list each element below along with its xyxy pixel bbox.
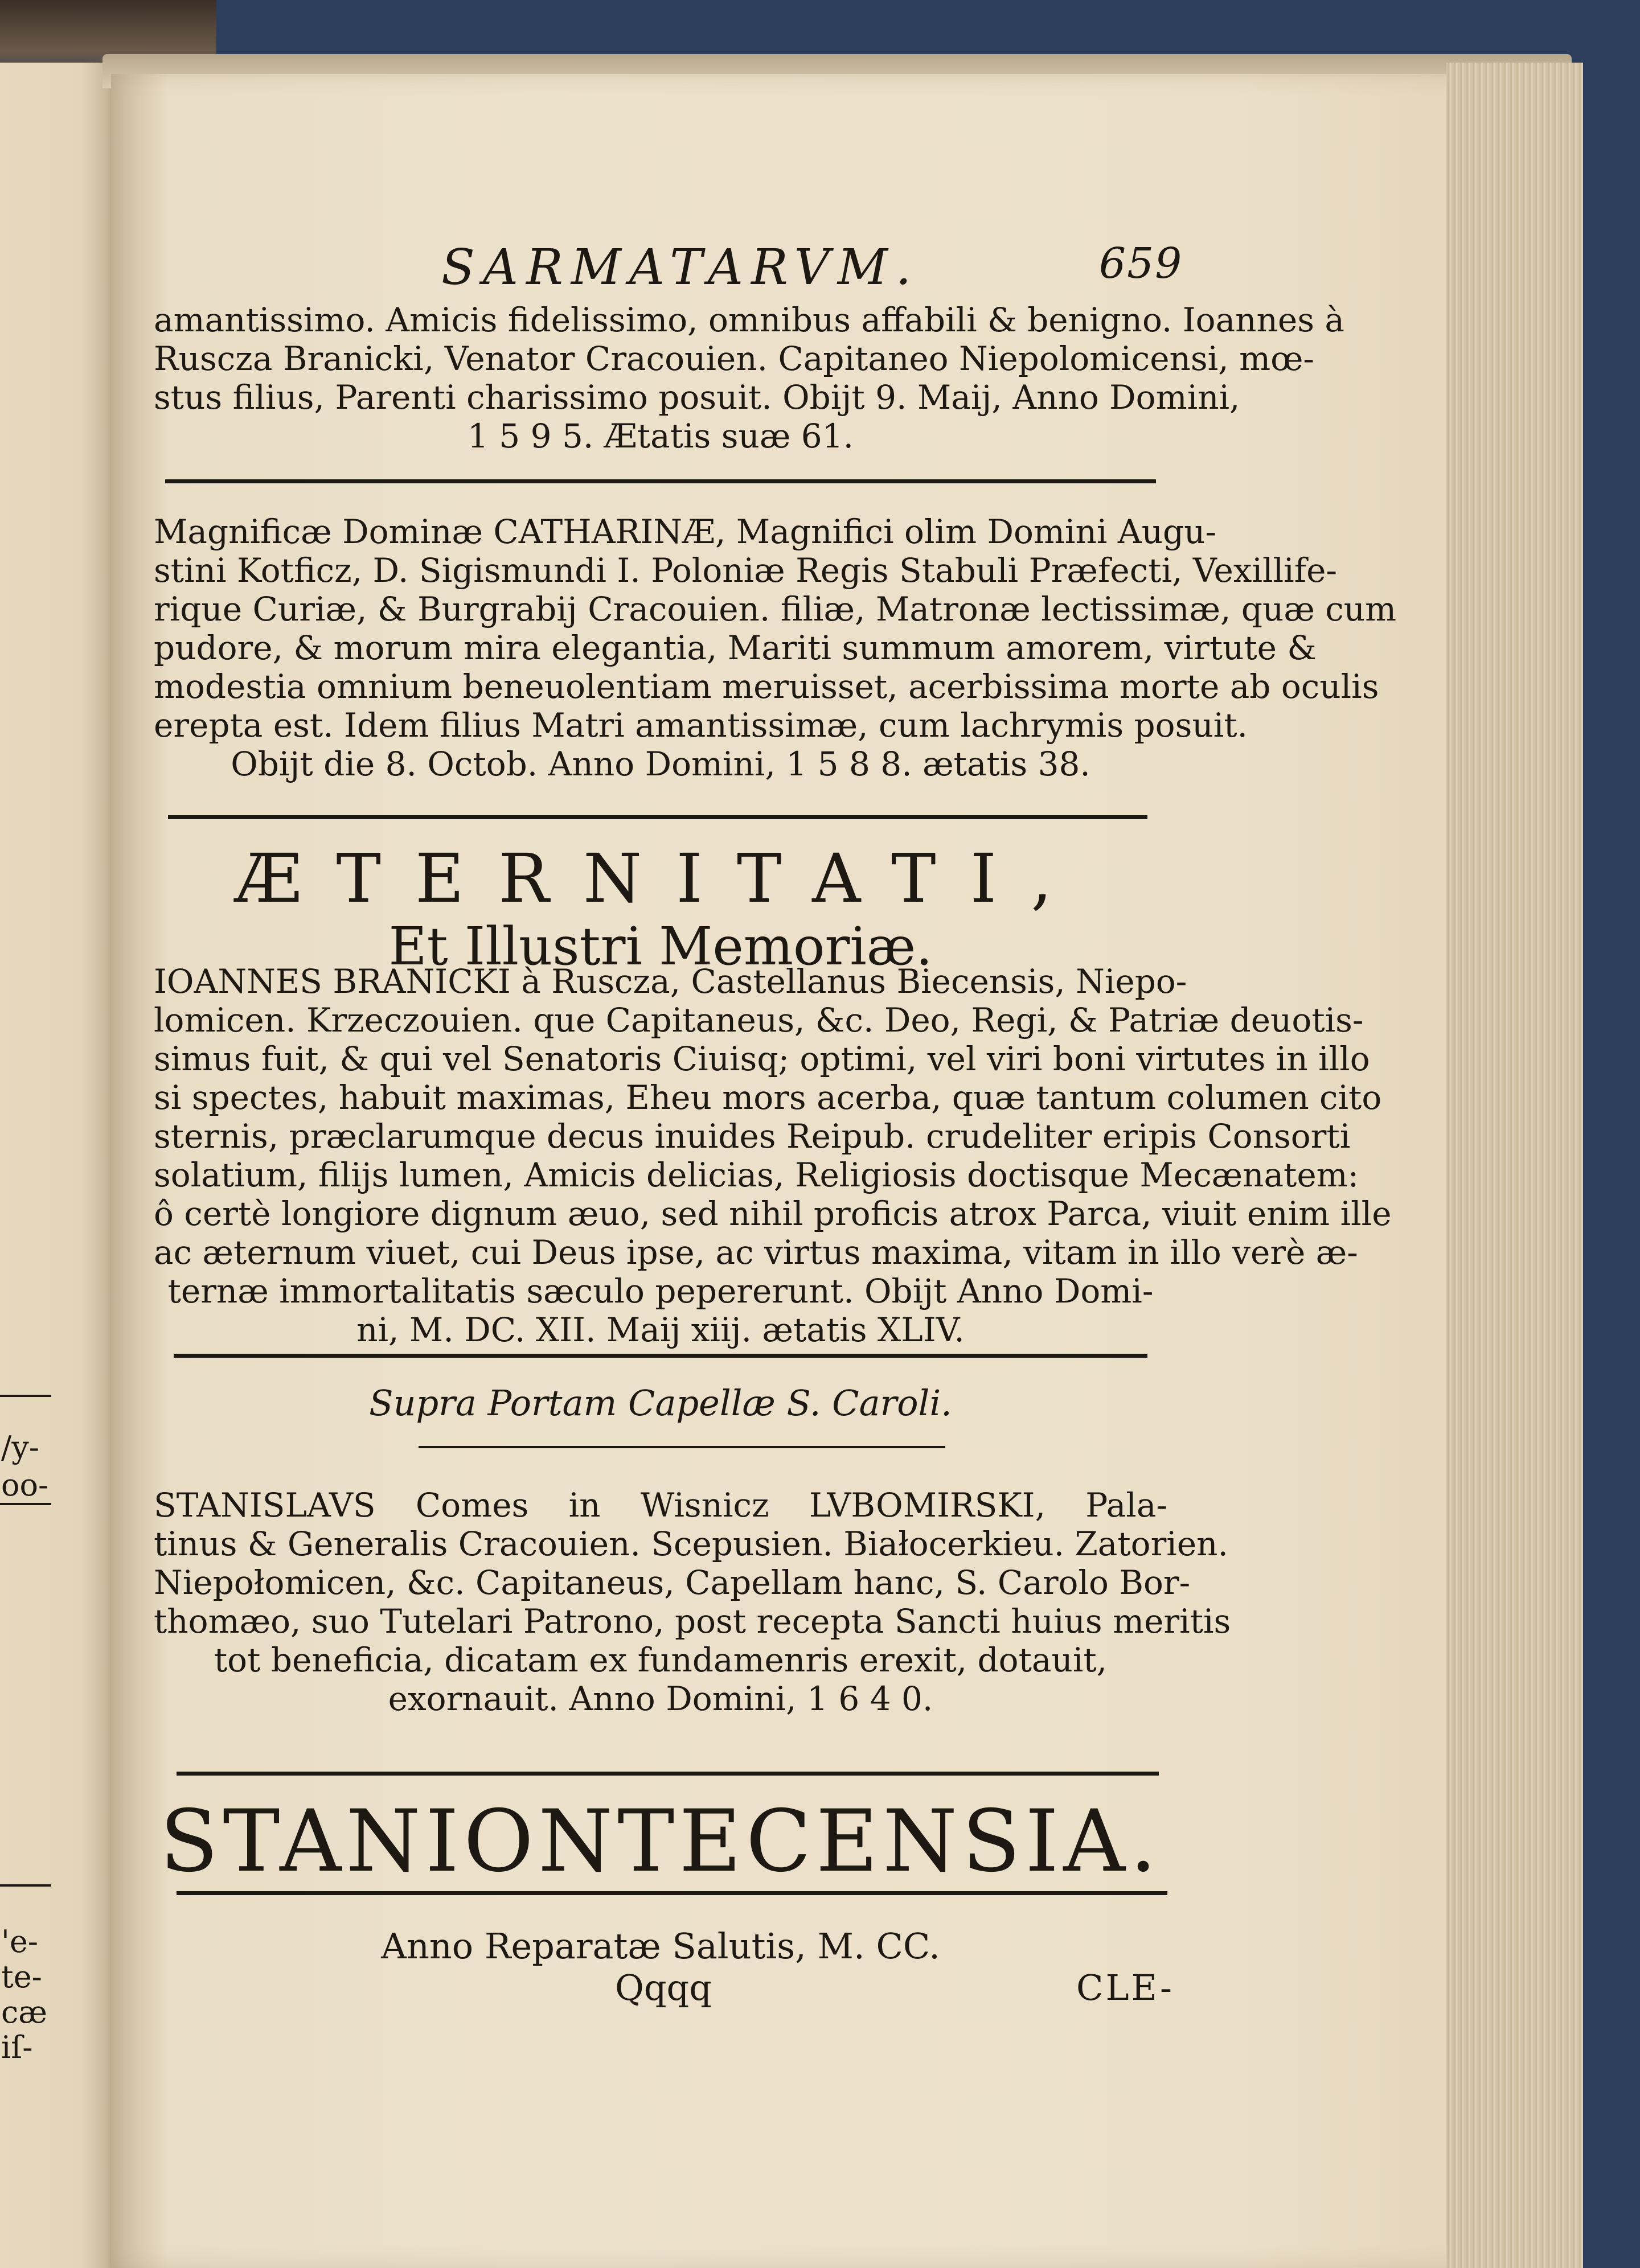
short-rule	[419, 1446, 945, 1448]
text-line: STANISLAVS Comes in Wisnicz LVBOMIRSKI, Pala-	[154, 1486, 1167, 1525]
page-fore-edge	[1446, 63, 1583, 2268]
section-caption: Supra Portam Capellæ S. Caroli.	[369, 1382, 952, 1424]
separator-rule	[168, 815, 1147, 819]
epitaph-continuation	[154, 301, 1344, 455]
text-line: ni, M. DC. XII. Maij xiij. ætatis XLIV.	[356, 1310, 965, 1349]
text-line: amantissimo. Amicis fidelissimo, omnibus affabili & benigno. Ioannes à	[154, 301, 1344, 339]
text-line: IOANNES BRANICKI à Ruscza, Castellanus Biecensis, Niepo-	[154, 962, 1187, 1001]
catchword: CLE-	[1076, 1967, 1174, 2008]
epitaph-branicki	[154, 962, 1392, 1349]
text-line: rique Curiæ, & Burgrabij Cracouien. filiæ, Matronæ lectissimæ, quæ cum	[154, 590, 1397, 628]
left-page	[0, 63, 117, 2268]
text-line: ô certè longiore dignum æuo, sed nihil proficis atrox Parca, viuit enim ille	[154, 1194, 1392, 1233]
aeternitati-heading-block	[154, 841, 1167, 978]
heading: ÆTERNITATI,	[235, 839, 1086, 918]
text-line: modestia omnium beneuolentiam meruisset, acerbissima morte ab oculis	[154, 667, 1379, 706]
text-line: Obijt die 8. Octob. Anno Domini, 1 5 8 8. ætatis 38.	[231, 745, 1090, 783]
fragment: oo-	[1, 1467, 49, 1503]
text-line: stus filius, Parenti charissimo posuit. Obijt 9. Maij, Anno Domini,	[154, 378, 1240, 417]
separator-rule	[177, 1772, 1159, 1776]
text-line: ac æternum viuet, cui Deus ipse, ac virtus maxima, vitam in illo verè æ-	[154, 1233, 1358, 1272]
text-line: tot beneficia, dicatam ex fundamenris erexit, dotauit,	[214, 1641, 1108, 1679]
page-footer	[154, 1967, 1174, 2018]
left-margin-fragments	[1, 1429, 48, 1504]
signature-mark: Qqqq	[615, 1967, 712, 2008]
text-line: lomicen. Krzeczouien. que Capitaneus, &c. Deo, Regi, & Patriæ deuotis-	[154, 1001, 1364, 1040]
fragment: iſ-	[1, 2029, 33, 2065]
text-line: simus fuit, & qui vel Senatoris Ciuisq; optimi, vel viri boni virtutes in illo	[154, 1040, 1370, 1078]
text-line: Niepołomicen, &c. Capitaneus, Capellam hanc, S. Carolo Bor-	[154, 1563, 1191, 1602]
text-line: erepta est. Idem filius Matri amantissimæ, cum lachrymis posuit.	[154, 706, 1248, 745]
separator-rule	[174, 1354, 1147, 1358]
text-line: thomæo, suo Tutelari Patrono, post recepta Sancti huius meritis	[154, 1602, 1231, 1641]
text-line: solatium, filijs lumen, Amicis delicias, Religiosis doctisque Mecænatem:	[154, 1156, 1359, 1194]
running-title: SARMATARVM.	[441, 239, 920, 296]
anno-line: Anno Reparatæ Salutis, M. CC.	[381, 1925, 940, 1967]
subheading: Et Illustri Memoriæ.	[388, 916, 933, 977]
left-page-rule	[0, 1395, 51, 1397]
fragment: cæ	[1, 1994, 47, 2030]
text-line: pudore, & morum mira elegantia, Mariti summum amorem, virtute &	[154, 628, 1317, 667]
text-line: si spectes, habuit maximas, Eheu mors acerba, quæ tantum columen cito	[154, 1078, 1382, 1117]
fragment: 'e-	[1, 1924, 39, 1959]
text-line: stini Kotficz, D. Sigismundi I. Poloniæ Regis Stabuli Præfecti, Vexillife-	[154, 551, 1338, 590]
separator-rule	[177, 1891, 1167, 1895]
text-line: ternæ immortalitatis sæculo pepererunt. Obijt Anno Domi-	[167, 1272, 1154, 1310]
running-header	[154, 233, 1183, 302]
page-number: 659	[1099, 239, 1183, 288]
text-line: sternis, præclarumque decus inuides Reipub. crudeliter eripis Consorti	[154, 1117, 1351, 1156]
text-line: 1 5 9 5. Ætatis suæ 61.	[467, 417, 854, 455]
section-title: STANIONTECENSIA.	[159, 1792, 1162, 1891]
separator-rule	[165, 479, 1156, 483]
left-margin-fragments	[1, 1924, 47, 2065]
text-line: Magnificæ Dominæ CATHARINÆ, Magnifici olim Domini Augu-	[154, 512, 1217, 551]
epitaph-catharina	[154, 512, 1397, 783]
fragment: te-	[1, 1959, 42, 1995]
left-page-rule	[0, 1884, 51, 1887]
text-line: tinus & Generalis Cracouien. Scepusien. Białocerkieu. Zatorien.	[154, 1525, 1228, 1563]
fragment: /y-	[1, 1429, 39, 1465]
text-line: Ruscza Branicki, Venator Cracouien. Capitaneo Niepolomicensi, mœ-	[154, 339, 1315, 378]
inscription-stanislaus	[154, 1486, 1231, 1718]
text-line: exornauit. Anno Domini, 1 6 4 0.	[388, 1679, 933, 1718]
